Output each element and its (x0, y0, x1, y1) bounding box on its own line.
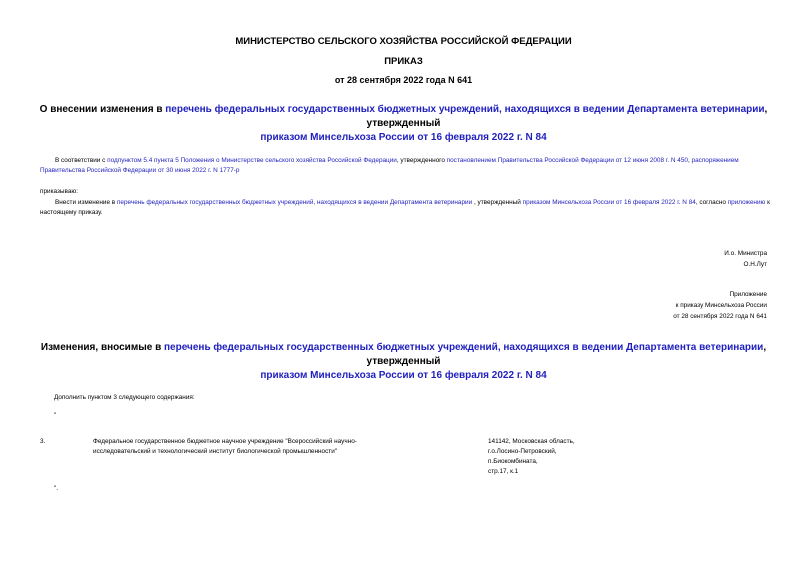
appendix-date-ref: от 28 сентября 2022 года N 641 (673, 313, 767, 320)
order-link-appendix[interactable]: приложению (727, 199, 766, 206)
changes-title (30, 341, 777, 383)
order-word: приказываю: (40, 188, 78, 195)
title-link-order[interactable]: приказом Минсельхоза России от 16 февраля 2022 г. N 84 (260, 132, 547, 143)
order-text-1: Внести изменение в (55, 199, 117, 206)
order-text-4: к настоящему приказу. (40, 199, 770, 216)
doc-date-number: от 28 сентября 2022 года N 641 (334, 75, 473, 85)
institution-line-1: Федеральное государственное бюджетное научное учреждение "Всероссийский научно- (93, 438, 357, 445)
preamble-text-1: В соответствии с (55, 157, 108, 164)
preamble-text-2: , утвержденного (396, 157, 447, 164)
address-line-3: п.Биокомбината, (488, 458, 538, 465)
changes-title-link-order[interactable]: приказом Минсельхоза России от 16 февраля 2022 г. N 84 (260, 370, 547, 381)
appendix-order-ref: к приказу Минсельхоза России (675, 302, 767, 309)
changes-title-prefix: Изменения, вносимые в (40, 342, 165, 353)
ministry-name: МИНИСТЕРСТВО СЕЛЬСКОГО ХОЗЯЙСТВА РОССИЙСКОЙ ФЕДЕРАЦИИ (235, 36, 572, 47)
address-line-1: 141142, Московская область, (488, 438, 575, 445)
institution-name (93, 437, 483, 457)
signature-position: И.о. Министра (724, 250, 767, 257)
order-paragraph (40, 198, 770, 218)
preamble-link-order[interactable]: распоряжением Правительства Российской Федерации от 30 июня 2022 г. N 1777-р (40, 157, 739, 174)
signature-name: О.Н.Лут (743, 261, 767, 268)
title-link-list[interactable]: перечень федеральных государственных бюджетных учреждений, находящихся в ведении Департамента ветеринарии (165, 104, 765, 115)
address-line-4: стр.17, к.1 (488, 468, 519, 475)
document-title (30, 103, 777, 145)
preamble-text-3: , (687, 157, 692, 164)
appendix-label: Приложение (729, 291, 767, 298)
doc-type: ПРИКАЗ (384, 56, 423, 67)
institution-line-2: исследовательский и технологический институт биологической промышленности" (93, 448, 338, 455)
preamble-link-regulation[interactable]: подпунктом 5.4 пункта 5 Положения о Министерстве сельского хозяйства Российской Федерации (107, 157, 397, 164)
row-number: 3. (40, 438, 46, 445)
quote-close: ". (54, 485, 59, 492)
supplement-text: Дополнить пунктом 3 следующего содержания: (54, 394, 195, 401)
address-line-2: г.о.Лосино-Петровский, (488, 448, 557, 455)
title-prefix: О внесении изменения в (39, 104, 166, 115)
order-text-2: , утвержденный (472, 199, 523, 206)
preamble-link-resolution[interactable]: постановлением Правительства Российской Федерации от 12 июня 2008 г. N 450 (446, 157, 688, 164)
order-link-order[interactable]: приказом Минсельхоза России от 16 февраля 2022 г. N 84 (522, 199, 696, 206)
changes-title-mid: , утвержденный (366, 342, 767, 367)
title-mid: , утвержденный (366, 104, 768, 129)
preamble-paragraph (40, 156, 767, 176)
changes-title-link-list[interactable]: перечень федеральных государственных бюджетных учреждений, находящихся в ведении Департамента ветеринарии (164, 342, 764, 353)
order-link-list[interactable]: перечень федеральных государственных бюджетных учреждений, находящихся в ведении Департамента ветеринарии (116, 199, 473, 206)
order-text-3: , согласно (695, 199, 728, 206)
institution-address (488, 437, 648, 477)
quote-open: " (54, 412, 57, 419)
